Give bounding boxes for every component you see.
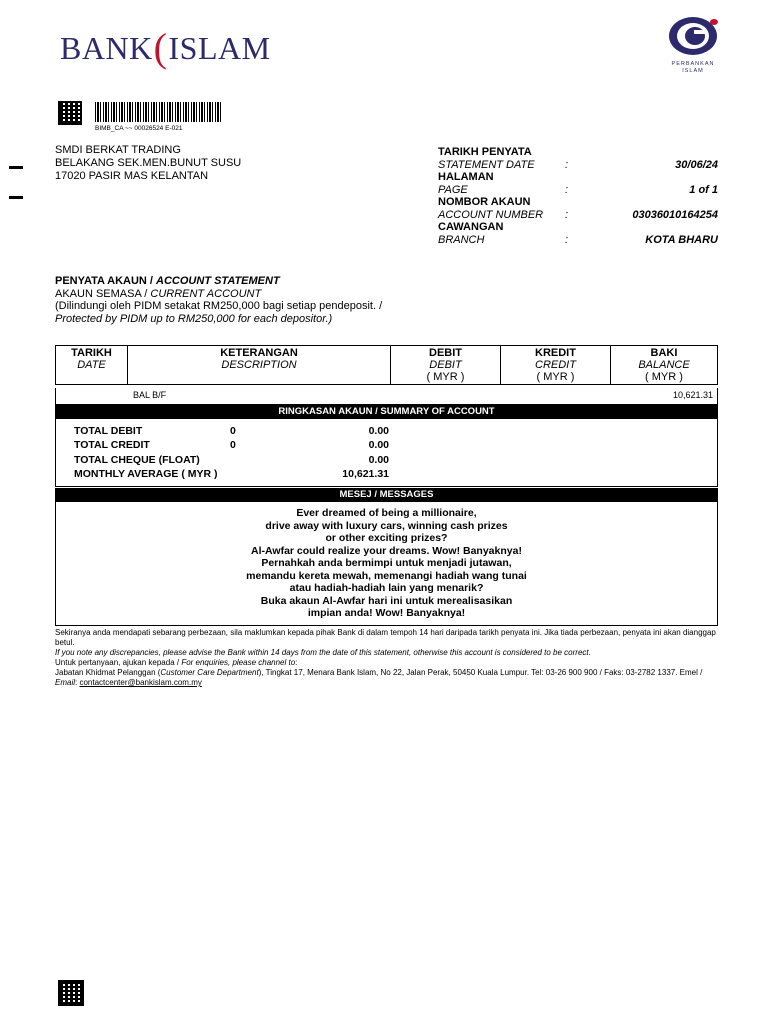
summary-monthly-average	[74, 467, 389, 481]
statement-date-label-my: TARIKH PENYATA	[438, 146, 532, 158]
summary-cheque	[74, 453, 389, 467]
statement-title	[55, 275, 382, 325]
col-date	[56, 346, 128, 385]
col-balance-en: BALANCE	[638, 359, 690, 371]
fold-marker-2	[9, 196, 23, 199]
total-credit-value: 0.00	[368, 439, 389, 451]
col-debit-cur: ( MYR )	[426, 371, 465, 383]
account-row	[438, 209, 718, 222]
summary-header: RINGKASAN AKAUN / SUMMARY OF ACCOUNT	[55, 405, 718, 419]
col-credit	[501, 346, 611, 385]
page-row	[438, 184, 718, 197]
customer-address	[55, 144, 241, 183]
col-date-en: DATE	[77, 359, 106, 371]
title-en: ACCOUNT STATEMENT	[156, 275, 280, 287]
pidm-en: Protected by PIDM up to RM250,000 for each depositor.)	[55, 312, 333, 325]
transaction-table	[55, 345, 718, 385]
cheque-label: TOTAL CHEQUE (FLOAT)	[74, 454, 200, 466]
fold-marker-1	[9, 166, 23, 169]
bank-islam-logo	[60, 22, 271, 69]
page-label-my: HALAMAN	[438, 171, 494, 183]
page-value: 1 of 1	[689, 183, 718, 196]
col-balance-my: BAKI	[650, 347, 678, 359]
account-value: 03036010164254	[632, 208, 718, 221]
contact-email-link[interactable]: contactcenter@bankislam.com.my	[79, 678, 202, 687]
messages-box	[55, 502, 718, 626]
col-debit-en: DEBIT	[429, 359, 462, 371]
message-line: Ever dreamed of being a millionaire,	[296, 507, 477, 519]
title-my: PENYATA AKAUN /	[55, 275, 157, 287]
col-credit-cur: ( MYR )	[536, 371, 575, 383]
address-line-2: BELAKANG SEK.MEN.BUNUT SUSU	[55, 157, 242, 169]
footer-email-label: Email	[55, 678, 76, 687]
col-desc-en: DESCRIPTION	[221, 359, 297, 371]
page-label-en: PAGE	[438, 183, 468, 196]
message-line: impian anda! Wow! Banyaknya!	[307, 607, 466, 619]
total-credit-label: TOTAL CREDIT	[74, 439, 150, 451]
total-debit-value: 0.00	[368, 425, 389, 437]
footer-notes: Sekiranya anda mendapati sebarang perbezaan, sila maklumkan kepada pihak Bank di dalam tempoh 14 hari daripada tarikh penyata ini. Jika tiada perbezaan, penyata ini akan dianggap betul. If you note any discrepancies, please advise the Bank within 14 days from the date of this statement, otherwise this account is considered to be correct. Untuk pertanyaan, ajukan kepada / For enquiries, please channel to: Jabatan Khidmat Pelanggan (Customer Care Department), Tingkat 17, Menara Bank Islam, No 22, Jalan Perak, 50450 Kuala Lumpur. Tel: 03-26 900 900 / Faks: 03-2782 1337. Emel / Email: contactcenter@bankislam.com.my	[55, 628, 718, 688]
footer-enquiry-my: Untuk pertanyaan, ajukan kepada /	[55, 658, 182, 667]
bal-bf-value: 10,621.31	[672, 390, 713, 400]
summary-total-debit	[74, 424, 389, 438]
colon: :	[565, 183, 569, 196]
col-debit-my: DEBIT	[429, 347, 462, 359]
col-credit-my: KREDIT	[535, 347, 576, 359]
summary-total-credit	[74, 438, 389, 452]
messages-header: MESEJ / MESSAGES	[55, 488, 718, 502]
message-line: Buka akaun Al-Awfar hari ini untuk merealisasikan	[260, 594, 513, 607]
col-credit-en: CREDIT	[535, 359, 576, 371]
col-desc-my: KETERANGAN	[220, 347, 298, 359]
branch-value: KOTA BHARU	[645, 233, 718, 246]
footer-address-b: ), Tingkat 17, Menara Bank Islam, No 22, Jalan Perak, 50450 Kuala Lumpur. Tel: 03-26 900 900 / Faks: 03-2782 1337. Emel /	[258, 668, 703, 677]
pidm-my: (Dilindungi oleh PIDM setakat RM250,000 bagi setiap pendeposit. /	[55, 300, 383, 312]
total-debit-label: TOTAL DEBIT	[74, 425, 143, 437]
colon: :	[565, 208, 569, 221]
statement-date-value: 30/06/24	[675, 158, 718, 171]
branch-label-my: CAWANGAN	[438, 221, 504, 233]
barcode	[95, 102, 223, 122]
account-label-my: NOMBOR AKAUN	[438, 196, 531, 208]
footer-dept: Customer Care Department	[160, 668, 259, 677]
col-balance	[611, 346, 718, 385]
avg-value: 10,621.31	[342, 468, 389, 480]
message-line: Al-Awfar could realize your dreams. Wow! Banyaknya!	[251, 544, 522, 557]
table-header-row	[56, 346, 718, 385]
message-line: atau hadiah-hadiah lain yang menarik?	[289, 582, 484, 594]
perbankan-label-2: ISLAM	[682, 68, 704, 74]
qr-code-bottom	[58, 980, 84, 1006]
footer-address-a: Jabatan Khidmat Pelanggan (	[55, 668, 161, 677]
col-balance-cur: ( MYR )	[645, 371, 683, 383]
col-description	[128, 346, 391, 385]
logo-right-text: ISLAM	[168, 30, 271, 66]
colon: :	[565, 158, 569, 171]
footer-line-my: Sekiranya anda mendapati sebarang perbezaan, sila maklumkan kepada pihak Bank di dalam tempoh 14 hari daripada tarikh penyata ini. Jika tiada perbezaan, penyata ini akan dianggap betul.	[55, 628, 716, 647]
message-line: Pernahkah anda bermimpi untuk menjadi jutawan,	[261, 557, 512, 569]
footer-line-en: If you note any discrepancies, please advise the Bank within 14 days from the date of this statement, otherwise this account is considered to be correct.	[55, 648, 591, 657]
logo-crescent-icon: (	[153, 25, 168, 70]
barcode-text: BIMB_CA ~~ 00026524 E-021	[95, 125, 183, 132]
statement-date-row	[438, 159, 718, 172]
account-label-en: ACCOUNT NUMBER	[438, 208, 544, 221]
perbankan-islam-logo	[664, 16, 722, 75]
address-line-3: 17020 PASIR MAS KELANTAN	[55, 170, 209, 182]
message-line: memandu kereta mewah, memenangi hadiah wang tunai	[246, 569, 527, 582]
statement-meta	[438, 146, 718, 246]
branch-label-en: BRANCH	[438, 233, 485, 246]
message-line: drive away with luxury cars, winning cash prizes	[265, 519, 508, 532]
perbankan-label-1: PERBANKAN	[671, 61, 715, 67]
footer-enquiry-en: For enquiries, please channel to	[181, 658, 296, 667]
summary-box	[55, 419, 718, 487]
avg-label: MONTHLY AVERAGE ( MYR )	[74, 468, 218, 480]
type-en: CURRENT ACCOUNT	[150, 287, 262, 300]
statement-date-label-en: STATEMENT DATE	[438, 158, 535, 171]
table-row-bal-bf	[55, 388, 718, 405]
bal-bf-label: BAL B/F	[133, 390, 167, 400]
qr-code-top	[58, 101, 82, 125]
total-credit-count: 0	[230, 439, 236, 451]
perbankan-globe-icon	[664, 16, 722, 56]
message-line: or other exciting prizes?	[325, 532, 448, 544]
logo-left-text: BANK	[60, 30, 153, 66]
colon: :	[565, 233, 569, 246]
col-date-my: TARIKH	[71, 347, 112, 359]
col-debit	[391, 346, 501, 385]
total-debit-count: 0	[230, 425, 236, 437]
branch-row	[438, 234, 718, 247]
cheque-value: 0.00	[368, 454, 389, 466]
address-line-1: SMDI BERKAT TRADING	[55, 144, 181, 156]
type-my: AKAUN SEMASA /	[55, 287, 151, 300]
